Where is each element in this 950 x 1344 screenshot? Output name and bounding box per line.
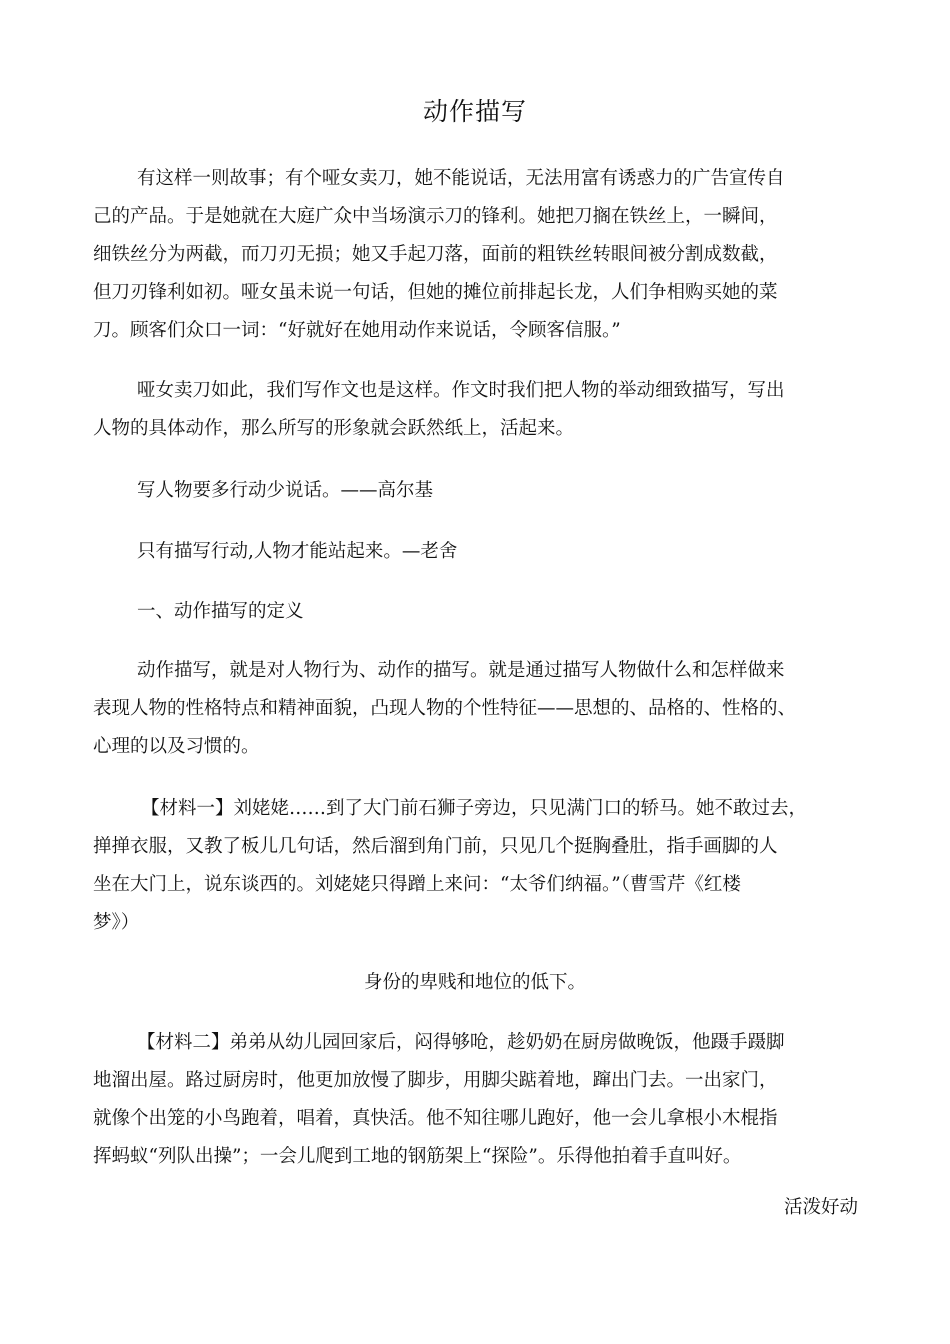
material-two-paragraph xyxy=(93,1024,865,1176)
quote-text: 写人物要多行动少说话。——高尔基 xyxy=(137,480,434,501)
intro-line: 人物的具体动作，那么所写的形象就会跃然纸上，活起来。 xyxy=(93,418,575,439)
material-two-line: 地溜出屋。路过厨房时，他更加放慢了脚步，用脚尖踮着地，蹿出门去。一出家门， xyxy=(93,1070,778,1091)
material-one-line: 掸掸衣服，又教了板儿几句话，然后溜到角门前，只见几个挺胸叠肚，指手画脚的人 xyxy=(93,836,778,857)
definition-line: 表现人物的性格特点和精神面貌，凸现人物的个性特征——思想的、品格的、性格的、 xyxy=(93,698,797,719)
intro-paragraph xyxy=(93,372,865,448)
material-two-line: 【材料二】弟弟从幼儿园回家后，闷得够呛，趁奶奶在厨房做晚饭，他蹑手蹑脚 xyxy=(137,1032,785,1053)
material-one-comment: 身份的卑贱和地位的低下。 xyxy=(363,972,586,993)
story-line: 己的产品。于是她就在大庭广众中当场演示刀的锋利。她把刀搁在铁丝上，一瞬间， xyxy=(93,206,778,227)
material-two-line: 挥蚂蚁“列队出操”；一会儿爬到工地的钢筋架上“探险”。乐得他拍着手直叫好。 xyxy=(93,1146,742,1167)
quote-laoshe xyxy=(93,533,865,571)
story-line: 但刀刃锋利如初。哑女虽未说一句话，但她的摊位前排起长龙，人们争相购买她的菜 xyxy=(93,282,778,303)
section-heading xyxy=(93,593,865,631)
material-one-paragraph xyxy=(93,790,865,942)
story-paragraph xyxy=(93,160,865,350)
document-title: 动作描写 xyxy=(422,97,527,126)
story-line: 刀。顾客们众口一词：“好就好在她用动作来说话，令顾客信服。” xyxy=(93,320,621,341)
quote-gorky xyxy=(93,472,865,510)
story-line: 有这样一则故事；有个哑女卖刀，她不能说话，无法用富有诱惑力的广告宣传自 xyxy=(137,168,785,189)
material-one-line: 坐在大门上，说东谈西的。刘姥姥只得蹭上来问：“太爷们纳福。”（曹雪芹《红楼 xyxy=(93,874,741,895)
section-heading-text: 一、动作描写的定义 xyxy=(137,601,304,622)
quote-text: 只有描写行动,人物才能站起来。—老舍 xyxy=(137,541,458,562)
material-one-line: 【材料一】刘姥姥……到了大门前石狮子旁边，只见满门口的轿马。她不敢过去， xyxy=(141,798,808,819)
material-two-comment: 活泼好动 xyxy=(783,1197,858,1218)
definition-line: 心理的以及习惯的。 xyxy=(93,736,260,757)
story-line: 细铁丝分为两截，而刀刃无损；她又手起刀落，面前的粗铁丝转眼间被分割成数截， xyxy=(93,244,778,265)
material-two-line: 就像个出笼的小鸟跑着，唱着，真快活。他不知往哪儿跑好，他一会儿拿根小木棍指 xyxy=(93,1108,778,1129)
definition-line: 动作描写，就是对人物行为、动作的描写。就是通过描写人物做什么和怎样做来 xyxy=(137,660,785,681)
material-one-line: 梦》） xyxy=(93,912,140,933)
intro-line: 哑女卖刀如此，我们写作文也是这样。作文时我们把人物的举动细致描写，写出 xyxy=(137,380,785,401)
definition-paragraph xyxy=(93,652,865,766)
